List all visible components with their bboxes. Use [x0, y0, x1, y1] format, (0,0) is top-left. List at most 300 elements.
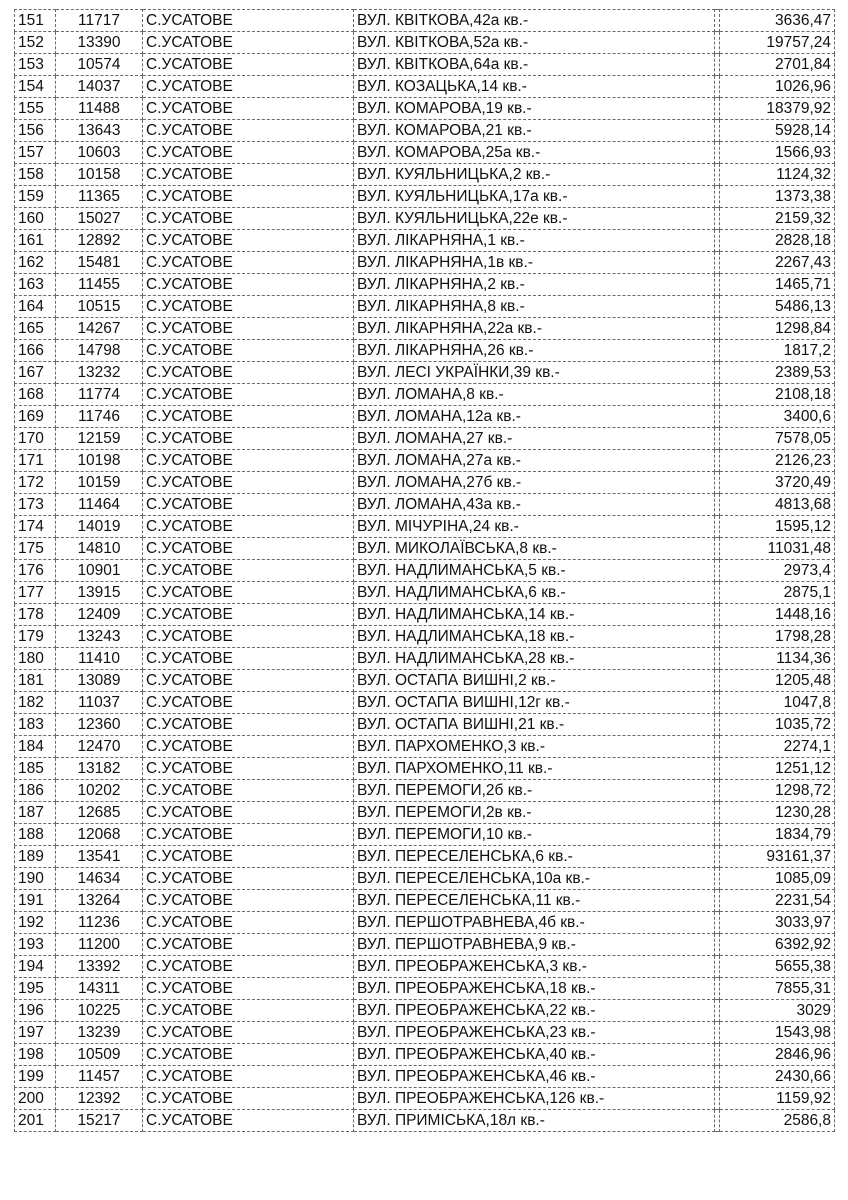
row-number-cell: 164: [15, 296, 56, 318]
address-cell: ВУЛ. КОМАРОВА,19 кв.-: [354, 98, 715, 120]
village-cell: С.УСАТОВЕ: [143, 912, 354, 934]
table-row: [15, 516, 835, 538]
table-row: [15, 692, 835, 714]
amount-cell: 1124,32: [720, 164, 835, 186]
amount-cell: 3029: [720, 1000, 835, 1022]
row-number-cell: 160: [15, 208, 56, 230]
row-number-cell: 192: [15, 912, 56, 934]
account-code-cell: 14634: [56, 868, 143, 890]
village-cell: С.УСАТОВЕ: [143, 692, 354, 714]
row-number-cell: 175: [15, 538, 56, 560]
address-cell: ВУЛ. КУЯЛЬНИЦЬКА,17а кв.-: [354, 186, 715, 208]
amount-cell: 6392,92: [720, 934, 835, 956]
table-row: [15, 10, 835, 32]
account-code-cell: 11774: [56, 384, 143, 406]
address-cell: ВУЛ. КВІТКОВА,52а кв.-: [354, 32, 715, 54]
address-cell: ВУЛ. ЛОМАНА,27а кв.-: [354, 450, 715, 472]
village-cell: С.УСАТОВЕ: [143, 76, 354, 98]
village-cell: С.УСАТОВЕ: [143, 714, 354, 736]
village-cell: С.УСАТОВЕ: [143, 956, 354, 978]
table-row: [15, 978, 835, 1000]
row-number-cell: 152: [15, 32, 56, 54]
village-cell: С.УСАТОВЕ: [143, 98, 354, 120]
table-row: [15, 736, 835, 758]
row-number-cell: 199: [15, 1066, 56, 1088]
amount-cell: 5486,13: [720, 296, 835, 318]
row-number-cell: 194: [15, 956, 56, 978]
table-row: [15, 626, 835, 648]
row-number-cell: 170: [15, 428, 56, 450]
table-body: [15, 10, 835, 1132]
amount-cell: 3033,97: [720, 912, 835, 934]
address-cell: ВУЛ. ЛІКАРНЯНА,2 кв.-: [354, 274, 715, 296]
village-cell: С.УСАТОВЕ: [143, 670, 354, 692]
table-row: [15, 186, 835, 208]
table-row: [15, 76, 835, 98]
amount-cell: 1373,38: [720, 186, 835, 208]
row-number-cell: 158: [15, 164, 56, 186]
amount-cell: 19757,24: [720, 32, 835, 54]
row-number-cell: 176: [15, 560, 56, 582]
village-cell: С.УСАТОВЕ: [143, 1044, 354, 1066]
address-cell: ВУЛ. ЛІКАРНЯНА,8 кв.-: [354, 296, 715, 318]
account-code-cell: 13541: [56, 846, 143, 868]
row-number-cell: 190: [15, 868, 56, 890]
address-cell: ВУЛ. НАДЛИМАНСЬКА,5 кв.-: [354, 560, 715, 582]
village-cell: С.УСАТОВЕ: [143, 186, 354, 208]
village-cell: С.УСАТОВЕ: [143, 736, 354, 758]
address-cell: ВУЛ. ЛОМАНА,8 кв.-: [354, 384, 715, 406]
row-number-cell: 187: [15, 802, 56, 824]
row-number-cell: 166: [15, 340, 56, 362]
account-code-cell: 14037: [56, 76, 143, 98]
address-cell: ВУЛ. ПРЕОБРАЖЕНСЬКА,22 кв.-: [354, 1000, 715, 1022]
address-cell: ВУЛ. НАДЛИМАНСЬКА,14 кв.-: [354, 604, 715, 626]
address-cell: ВУЛ. ПРИМІСЬКА,18л кв.-: [354, 1110, 715, 1132]
table-row: [15, 230, 835, 252]
address-cell: ВУЛ. ПЕРЕМОГИ,10 кв.-: [354, 824, 715, 846]
address-cell: ВУЛ. ПЕРЕМОГИ,2б кв.-: [354, 780, 715, 802]
account-code-cell: 12409: [56, 604, 143, 626]
account-code-cell: 12685: [56, 802, 143, 824]
row-number-cell: 188: [15, 824, 56, 846]
row-number-cell: 174: [15, 516, 56, 538]
account-code-cell: 11455: [56, 274, 143, 296]
village-cell: С.УСАТОВЕ: [143, 318, 354, 340]
table-row: [15, 164, 835, 186]
address-cell: ВУЛ. ОСТАПА ВИШНІ,21 кв.-: [354, 714, 715, 736]
account-code-cell: 13392: [56, 956, 143, 978]
address-cell: ВУЛ. ПАРХОМЕНКО,11 кв.-: [354, 758, 715, 780]
account-code-cell: 13089: [56, 670, 143, 692]
table-row: [15, 340, 835, 362]
village-cell: С.УСАТОВЕ: [143, 890, 354, 912]
account-code-cell: 11717: [56, 10, 143, 32]
row-number-cell: 189: [15, 846, 56, 868]
row-number-cell: 195: [15, 978, 56, 1000]
village-cell: С.УСАТОВЕ: [143, 538, 354, 560]
account-code-cell: 12892: [56, 230, 143, 252]
village-cell: С.УСАТОВЕ: [143, 32, 354, 54]
amount-cell: 1205,48: [720, 670, 835, 692]
account-code-cell: 11464: [56, 494, 143, 516]
amount-cell: 1465,71: [720, 274, 835, 296]
village-cell: С.УСАТОВЕ: [143, 516, 354, 538]
address-cell: ВУЛ. КОЗАЦЬКА,14 кв.-: [354, 76, 715, 98]
address-cell: ВУЛ. КОМАРОВА,25а кв.-: [354, 142, 715, 164]
address-cell: ВУЛ. ПЕРШОТРАВНЕВА,4б кв.-: [354, 912, 715, 934]
village-cell: С.УСАТОВЕ: [143, 1110, 354, 1132]
address-cell: ВУЛ. ПРЕОБРАЖЕНСЬКА,18 кв.-: [354, 978, 715, 1000]
account-code-cell: 11236: [56, 912, 143, 934]
amount-cell: 7855,31: [720, 978, 835, 1000]
amount-cell: 1251,12: [720, 758, 835, 780]
amount-cell: 1298,84: [720, 318, 835, 340]
row-number-cell: 155: [15, 98, 56, 120]
table-row: [15, 208, 835, 230]
village-cell: С.УСАТОВЕ: [143, 230, 354, 252]
amount-cell: 2231,54: [720, 890, 835, 912]
table-row: [15, 406, 835, 428]
row-number-cell: 201: [15, 1110, 56, 1132]
row-number-cell: 179: [15, 626, 56, 648]
address-cell: ВУЛ. НАДЛИМАНСЬКА,28 кв.-: [354, 648, 715, 670]
village-cell: С.УСАТОВЕ: [143, 54, 354, 76]
amount-cell: 1595,12: [720, 516, 835, 538]
account-code-cell: 12068: [56, 824, 143, 846]
village-cell: С.УСАТОВЕ: [143, 362, 354, 384]
amount-cell: 5928,14: [720, 120, 835, 142]
row-number-cell: 156: [15, 120, 56, 142]
row-number-cell: 173: [15, 494, 56, 516]
address-cell: ВУЛ. ПРЕОБРАЖЕНСЬКА,126 кв.-: [354, 1088, 715, 1110]
account-code-cell: 12392: [56, 1088, 143, 1110]
account-code-cell: 14267: [56, 318, 143, 340]
village-cell: С.УСАТОВЕ: [143, 846, 354, 868]
address-cell: ВУЛ. ПРЕОБРАЖЕНСЬКА,3 кв.-: [354, 956, 715, 978]
row-number-cell: 154: [15, 76, 56, 98]
village-cell: С.УСАТОВЕ: [143, 208, 354, 230]
account-code-cell: 12360: [56, 714, 143, 736]
table-row: [15, 538, 835, 560]
row-number-cell: 165: [15, 318, 56, 340]
row-number-cell: 198: [15, 1044, 56, 1066]
table-row: [15, 780, 835, 802]
account-code-cell: 11037: [56, 692, 143, 714]
account-code-cell: 14019: [56, 516, 143, 538]
table-row: [15, 868, 835, 890]
debt-registry-table: [14, 9, 835, 1132]
row-number-cell: 180: [15, 648, 56, 670]
table-row: [15, 98, 835, 120]
account-code-cell: 10901: [56, 560, 143, 582]
address-cell: ВУЛ. ЛІКАРНЯНА,22а кв.-: [354, 318, 715, 340]
account-code-cell: 10603: [56, 142, 143, 164]
amount-cell: 1035,72: [720, 714, 835, 736]
row-number-cell: 153: [15, 54, 56, 76]
village-cell: С.УСАТОВЕ: [143, 626, 354, 648]
amount-cell: 1298,72: [720, 780, 835, 802]
address-cell: ВУЛ. НАДЛИМАНСЬКА,18 кв.-: [354, 626, 715, 648]
account-code-cell: 10202: [56, 780, 143, 802]
amount-cell: 7578,05: [720, 428, 835, 450]
address-cell: ВУЛ. КУЯЛЬНИЦЬКА,2 кв.-: [354, 164, 715, 186]
account-code-cell: 14311: [56, 978, 143, 1000]
account-code-cell: 12159: [56, 428, 143, 450]
table-row: [15, 472, 835, 494]
table-row: [15, 846, 835, 868]
address-cell: ВУЛ. ЛЕСІ УКРАЇНКИ,39 кв.-: [354, 362, 715, 384]
row-number-cell: 196: [15, 1000, 56, 1022]
amount-cell: 1448,16: [720, 604, 835, 626]
amount-cell: 1566,93: [720, 142, 835, 164]
table-row: [15, 1066, 835, 1088]
row-number-cell: 172: [15, 472, 56, 494]
table-row: [15, 890, 835, 912]
table-row: [15, 934, 835, 956]
address-cell: ВУЛ. ЛІКАРНЯНА,26 кв.-: [354, 340, 715, 362]
table-row: [15, 758, 835, 780]
table-row: [15, 274, 835, 296]
row-number-cell: 182: [15, 692, 56, 714]
amount-cell: 5655,38: [720, 956, 835, 978]
table-row: [15, 824, 835, 846]
row-number-cell: 200: [15, 1088, 56, 1110]
village-cell: С.УСАТОВЕ: [143, 406, 354, 428]
village-cell: С.УСАТОВЕ: [143, 472, 354, 494]
account-code-cell: 15217: [56, 1110, 143, 1132]
account-code-cell: 15481: [56, 252, 143, 274]
village-cell: С.УСАТОВЕ: [143, 428, 354, 450]
village-cell: С.УСАТОВЕ: [143, 868, 354, 890]
address-cell: ВУЛ. ПРЕОБРАЖЕНСЬКА,40 кв.-: [354, 1044, 715, 1066]
amount-cell: 1047,8: [720, 692, 835, 714]
address-cell: ВУЛ. ЛОМАНА,43а кв.-: [354, 494, 715, 516]
account-code-cell: 14798: [56, 340, 143, 362]
row-number-cell: 193: [15, 934, 56, 956]
village-cell: С.УСАТОВЕ: [143, 648, 354, 670]
row-number-cell: 157: [15, 142, 56, 164]
account-code-cell: 13390: [56, 32, 143, 54]
account-code-cell: 12470: [56, 736, 143, 758]
table-row: [15, 956, 835, 978]
address-cell: ВУЛ. ЛОМАНА,12а кв.-: [354, 406, 715, 428]
row-number-cell: 184: [15, 736, 56, 758]
row-number-cell: 162: [15, 252, 56, 274]
row-number-cell: 185: [15, 758, 56, 780]
account-code-cell: 10159: [56, 472, 143, 494]
amount-cell: 2875,1: [720, 582, 835, 604]
account-code-cell: 11200: [56, 934, 143, 956]
table-row: [15, 912, 835, 934]
table-row: [15, 714, 835, 736]
account-code-cell: 10509: [56, 1044, 143, 1066]
table-row: [15, 1110, 835, 1132]
account-code-cell: 10574: [56, 54, 143, 76]
village-cell: С.УСАТОВЕ: [143, 604, 354, 626]
table-row: [15, 32, 835, 54]
row-number-cell: 161: [15, 230, 56, 252]
address-cell: ВУЛ. ПЕРЕСЕЛЕНСЬКА,10а кв.-: [354, 868, 715, 890]
address-cell: ВУЛ. ПРЕОБРАЖЕНСЬКА,23 кв.-: [354, 1022, 715, 1044]
address-cell: ВУЛ. НАДЛИМАНСЬКА,6 кв.-: [354, 582, 715, 604]
table-row: [15, 582, 835, 604]
village-cell: С.УСАТОВЕ: [143, 560, 354, 582]
amount-cell: 1134,36: [720, 648, 835, 670]
account-code-cell: 10225: [56, 1000, 143, 1022]
account-code-cell: 11457: [56, 1066, 143, 1088]
table-row: [15, 604, 835, 626]
amount-cell: 1026,96: [720, 76, 835, 98]
account-code-cell: 11488: [56, 98, 143, 120]
amount-cell: 2274,1: [720, 736, 835, 758]
amount-cell: 2430,66: [720, 1066, 835, 1088]
amount-cell: 11031,48: [720, 538, 835, 560]
village-cell: С.УСАТОВЕ: [143, 802, 354, 824]
account-code-cell: 13232: [56, 362, 143, 384]
row-number-cell: 163: [15, 274, 56, 296]
address-cell: ВУЛ. ЛІКАРНЯНА,1в кв.-: [354, 252, 715, 274]
village-cell: С.УСАТОВЕ: [143, 780, 354, 802]
table-row: [15, 296, 835, 318]
village-cell: С.УСАТОВЕ: [143, 978, 354, 1000]
address-cell: ВУЛ. КВІТКОВА,64а кв.-: [354, 54, 715, 76]
village-cell: С.УСАТОВЕ: [143, 494, 354, 516]
amount-cell: 3400,6: [720, 406, 835, 428]
village-cell: С.УСАТОВЕ: [143, 758, 354, 780]
row-number-cell: 171: [15, 450, 56, 472]
row-number-cell: 183: [15, 714, 56, 736]
table-row: [15, 648, 835, 670]
account-code-cell: 10158: [56, 164, 143, 186]
amount-cell: 2108,18: [720, 384, 835, 406]
amount-cell: 2973,4: [720, 560, 835, 582]
table-row: [15, 362, 835, 384]
table-row: [15, 1000, 835, 1022]
table-row: [15, 494, 835, 516]
account-code-cell: 10515: [56, 296, 143, 318]
account-code-cell: 13264: [56, 890, 143, 912]
account-code-cell: 11410: [56, 648, 143, 670]
village-cell: С.УСАТОВЕ: [143, 1000, 354, 1022]
row-number-cell: 168: [15, 384, 56, 406]
account-code-cell: 13915: [56, 582, 143, 604]
amount-cell: 1159,92: [720, 1088, 835, 1110]
village-cell: С.УСАТОВЕ: [143, 384, 354, 406]
row-number-cell: 186: [15, 780, 56, 802]
table-row: [15, 120, 835, 142]
amount-cell: 1085,09: [720, 868, 835, 890]
account-code-cell: 11365: [56, 186, 143, 208]
village-cell: С.УСАТОВЕ: [143, 824, 354, 846]
address-cell: ВУЛ. ПЕРЕМОГИ,2в кв.-: [354, 802, 715, 824]
address-cell: ВУЛ. ЛОМАНА,27 кв.-: [354, 428, 715, 450]
account-code-cell: 13239: [56, 1022, 143, 1044]
village-cell: С.УСАТОВЕ: [143, 340, 354, 362]
village-cell: С.УСАТОВЕ: [143, 450, 354, 472]
village-cell: С.УСАТОВЕ: [143, 120, 354, 142]
account-code-cell: 13643: [56, 120, 143, 142]
account-code-cell: 15027: [56, 208, 143, 230]
amount-cell: 1817,2: [720, 340, 835, 362]
table-row: [15, 252, 835, 274]
row-number-cell: 151: [15, 10, 56, 32]
address-cell: ВУЛ. ПЕРЕСЕЛЕНСЬКА,11 кв.-: [354, 890, 715, 912]
row-number-cell: 169: [15, 406, 56, 428]
table-row: [15, 54, 835, 76]
village-cell: С.УСАТОВЕ: [143, 252, 354, 274]
amount-cell: 3720,49: [720, 472, 835, 494]
table-row: [15, 802, 835, 824]
amount-cell: 1834,79: [720, 824, 835, 846]
address-cell: ВУЛ. КУЯЛЬНИЦЬКА,22е кв.-: [354, 208, 715, 230]
amount-cell: 1543,98: [720, 1022, 835, 1044]
account-code-cell: 13243: [56, 626, 143, 648]
table-row: [15, 1022, 835, 1044]
village-cell: С.УСАТОВЕ: [143, 1022, 354, 1044]
address-cell: ВУЛ. КВІТКОВА,42а кв.-: [354, 10, 715, 32]
address-cell: ВУЛ. МІЧУРІНА,24 кв.-: [354, 516, 715, 538]
amount-cell: 2586,8: [720, 1110, 835, 1132]
address-cell: ВУЛ. ОСТАПА ВИШНІ,12г кв.-: [354, 692, 715, 714]
village-cell: С.УСАТОВЕ: [143, 934, 354, 956]
village-cell: С.УСАТОВЕ: [143, 296, 354, 318]
account-code-cell: 14810: [56, 538, 143, 560]
table-row: [15, 428, 835, 450]
address-cell: ВУЛ. ПАРХОМЕНКО,3 кв.-: [354, 736, 715, 758]
village-cell: С.УСАТОВЕ: [143, 142, 354, 164]
row-number-cell: 167: [15, 362, 56, 384]
table-row: [15, 142, 835, 164]
address-cell: ВУЛ. МИКОЛАЇВСЬКА,8 кв.-: [354, 538, 715, 560]
amount-cell: 2828,18: [720, 230, 835, 252]
address-cell: ВУЛ. ПРЕОБРАЖЕНСЬКА,46 кв.-: [354, 1066, 715, 1088]
row-number-cell: 177: [15, 582, 56, 604]
amount-cell: 2846,96: [720, 1044, 835, 1066]
account-code-cell: 10198: [56, 450, 143, 472]
amount-cell: 1798,28: [720, 626, 835, 648]
village-cell: С.УСАТОВЕ: [143, 1088, 354, 1110]
row-number-cell: 197: [15, 1022, 56, 1044]
village-cell: С.УСАТОВЕ: [143, 1066, 354, 1088]
table-row: [15, 318, 835, 340]
amount-cell: 93161,37: [720, 846, 835, 868]
amount-cell: 2267,43: [720, 252, 835, 274]
account-code-cell: 13182: [56, 758, 143, 780]
table-row: [15, 670, 835, 692]
address-cell: ВУЛ. ОСТАПА ВИШНІ,2 кв.-: [354, 670, 715, 692]
amount-cell: 2701,84: [720, 54, 835, 76]
village-cell: С.УСАТОВЕ: [143, 582, 354, 604]
table-row: [15, 384, 835, 406]
address-cell: ВУЛ. ЛОМАНА,27б кв.-: [354, 472, 715, 494]
address-cell: ВУЛ. ЛІКАРНЯНА,1 кв.-: [354, 230, 715, 252]
village-cell: С.УСАТОВЕ: [143, 274, 354, 296]
table-row: [15, 1044, 835, 1066]
row-number-cell: 191: [15, 890, 56, 912]
table-row: [15, 560, 835, 582]
table-row: [15, 1088, 835, 1110]
row-number-cell: 159: [15, 186, 56, 208]
account-code-cell: 11746: [56, 406, 143, 428]
amount-cell: 18379,92: [720, 98, 835, 120]
amount-cell: 2389,53: [720, 362, 835, 384]
amount-cell: 3636,47: [720, 10, 835, 32]
amount-cell: 4813,68: [720, 494, 835, 516]
row-number-cell: 181: [15, 670, 56, 692]
table-row: [15, 450, 835, 472]
amount-cell: 2159,32: [720, 208, 835, 230]
